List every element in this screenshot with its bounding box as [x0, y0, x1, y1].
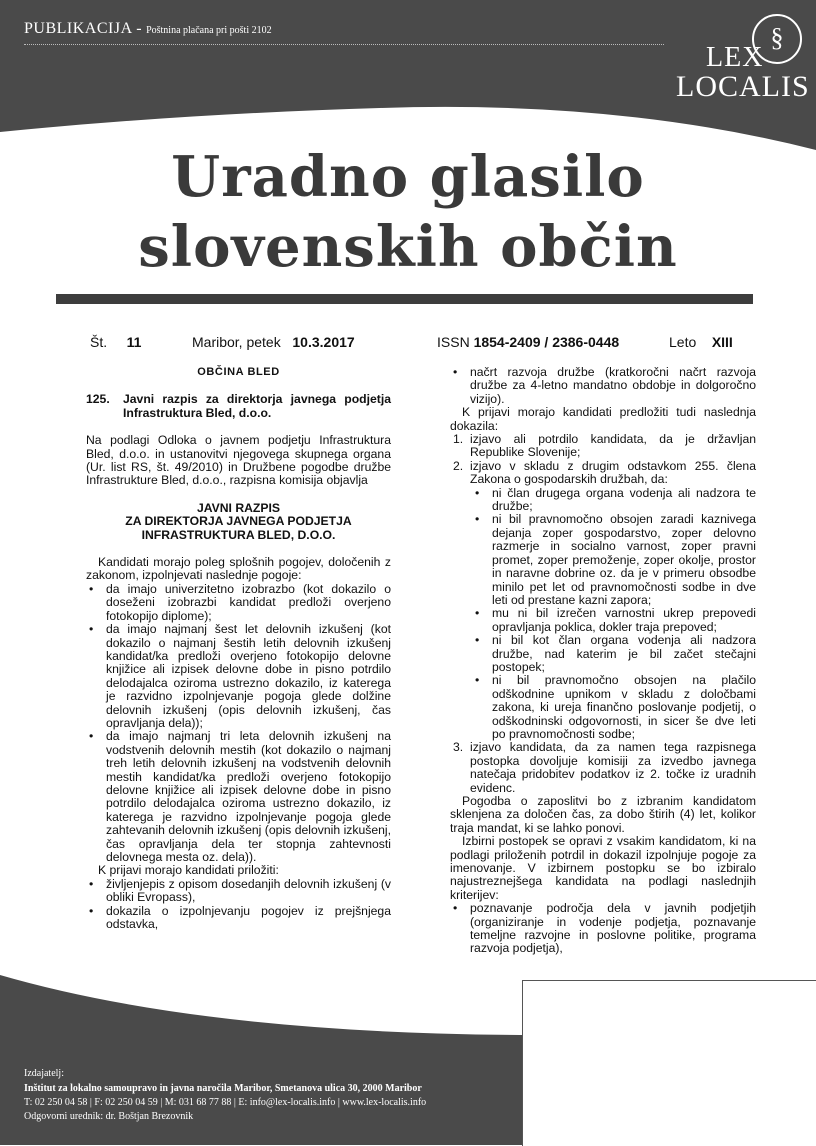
issue-number: Št. 11 [90, 334, 142, 350]
page-title [0, 142, 816, 282]
evidence-item: 1. izjavo ali potrdilo kandidata, da je državljan Republike Slovenije; [453, 432, 756, 460]
header-divider [24, 44, 664, 45]
publisher-label: Izdajatelj: [24, 1068, 64, 1079]
issn: ISSN 1854-2409 / 2386-0448 [437, 334, 620, 350]
condition-item: • da imajo najmanj šest let delovnih izkušenj (kot dokazilo o najmanj šestih letih delovnih izkušenj kandidat/ka predloži overjeno fotokopijo delovne knjižice ali izpisek delovne dobe in pisno potrdilo delodajalca oziroma ustrezno dokazilo, iz katerega je razvidno izpolnjevanje pogoja glede dolžine delovnih izkušenj (opis delovnih izkušenj, čas opravljanja dela)); [86, 623, 391, 730]
postnina-label: Poštnina plačana pri pošti 2102 [146, 25, 272, 36]
title-line-1: Uradno glasilo [171, 144, 645, 210]
condition-item: • da imajo univerzitetno izobrazbo (kot dokazilo o doseženi izobrazbi kandidat predloži overjeno fotokopijo diplome); [86, 583, 391, 623]
evidence-intro: K prijavi morajo kandidati predložiti tudi naslednja dokazila: [450, 405, 756, 433]
declaration-item: • ni bil kot član organa vodenja ali nadzora družbe, nad katerim je bil začet stečajni postopek; [450, 634, 756, 674]
declaration-item: • ni bil pravnomočno obsojen zaradi kaznivega dejanja zoper gospodarstvo, zoper delovno razmerje in socialno varnost, zoper pravni promet, zoper premoženje, zoper okolje, prostor in naravne dobrine oz. da je v primeru obsodbe minilo pet let od pravnomočnosti sodbe in dve leti od prestane kazni zapora; [450, 513, 756, 607]
publisher-name: Inštitut za lokalno samoupravo in javna naročila Maribor, Smetanova ulica 30, 2000 Maribor [24, 1083, 422, 1094]
evidence-item: 3. izjavo kandidata, da za namen tega razpisnega postopka dovoljuje komisiji za izvedbo javnega natečaja pridobitev podatkov iz 2. točke iz uradnih evidenc. [453, 740, 756, 795]
title-line-2: slovenskih občin [138, 214, 678, 280]
declaration-item: • ni član drugega organa vodenja ali nadzora te družbe; [450, 487, 756, 514]
article-number: 125. [86, 392, 110, 407]
attachments-intro: K prijavi morajo kandidati priložiti: [98, 863, 279, 878]
title-rule [56, 294, 753, 304]
contract-paragraph: Pogodba o zaposlitvi bo z izbranim kandidatom sklenjena za določen čas, za dobo štirih (4) let, kolikor traja mandat, ki se lahko ponovi. [450, 794, 756, 835]
paragraph-symbol-icon: § [752, 14, 802, 64]
criteria-item: • poznavanje področja dela v javnih podjetjih (organiziranje in vodenje podjetja, poznavanje temeljne razvojne in poslovne politike, programa razvoja podjetja), [450, 902, 756, 956]
intro-paragraph: Na podlagi Odloka o javnem podjetju Infrastruktura Bled, d.o.o. in ustanovitvi njegovega skupnega organa (Ur. list RS, št. 49/2010) in Družbene pogodbe družbe Infrastrukture Bled, d.o.o., razpisna komisija objavlja [86, 433, 391, 488]
logo-localis: LOCALIS [676, 70, 810, 103]
razpis-title-3: INFRASTRUKTURA BLED, D.O.O. [141, 527, 336, 542]
article-heading [86, 393, 391, 420]
razpis-title-2: ZA DIREKTORJA JAVNEGA PODJETJA [125, 514, 352, 529]
razpis-title-1: JAVNI RAZPIS [196, 500, 281, 515]
publisher-contacts: T: 02 250 04 58 | F: 02 250 04 59 | M: 031 68 77 88 | E: info@lex-localis.info | www.lex-localis.info [24, 1097, 427, 1108]
condition-item: • da imajo najmanj tri leta delovnih izkušenj na vodstvenih delovnih mestih (kot dokazilo o najmanj treh letih delovnih izkušenj na vodstvenih delovnih mestih kandidat/ka predloži overjeno fotokopijo delovne knjižice ali izpisek delovne dobe in pisno potrdilo delodajalca oziroma ustrezno dokazilo, iz katerega je razvidno izpolnjevanje pogoja glede zahtevanih delovnih izkušenj (opis delovnih izkušenj, čas opravljanja dela ter stopnja zahtevnosti delovnega mesta oz. dela)). [86, 730, 391, 864]
right-column [450, 366, 756, 956]
publication-note [24, 20, 272, 38]
logo-lex: LEX [706, 42, 764, 73]
selection-paragraph: Izbirni postopek se opravi z vsakim kandidatom, ki na podlagi priloženih potrdil in dokazil izpolnjuje pogoje za imenovanje. V izbirnem postopku se bo izbiralo najustreznejšega kandidata na podlagi naslednjih kriterijev: [450, 834, 756, 902]
issue-date: Maribor, petek 10.3.2017 [192, 334, 355, 350]
article-title: Javni razpis za direktorja javnega podjetja Infrastruktura Bled, d.o.o. [123, 392, 391, 420]
publikacija-label: PUBLIKACIJA - [24, 20, 143, 37]
municipality-heading: OBČINA BLED [197, 366, 280, 378]
volume-year: Leto XIII [669, 334, 733, 350]
blank-box [522, 980, 816, 1146]
editor-line: Odgovorni urednik: dr. Boštjan Brezovnik [24, 1111, 194, 1122]
declaration-item: • ni bil pravnomočno obsojen na plačilo odškodnine upnikom v skladu z določbami zakona, ki ureja finančno poslovanje podjetij, o odškodninski odgovornosti, in sicer še dve leti po pravnomočnosti sodbe; [450, 674, 756, 741]
conditions-intro: Kandidati morajo poleg splošnih pogojev, določenih z zakonom, izpolnjevati naslednje pogoje: [86, 555, 391, 583]
evidence-item: 2. izjavo v skladu z drugim odstavkom 255. člena Zakona o gospodarskih družbah, da: [453, 458, 756, 487]
attachment-item: • življenjepis z opisom dosedanjih delovnih izkušenj (v obliki Evropass), [86, 878, 391, 905]
left-column [86, 366, 391, 931]
declaration-item: • mu ni bil izrečen varnostni ukrep prepovedi opravljanja poklica, dokler traja prepoved; [450, 607, 756, 634]
attachment-item: • dokazila o izpolnjevanju pogojev iz prejšnjega odstavka, [86, 905, 391, 932]
attachment-item: • načrt razvoja družbe (kratkoročni načrt razvoja družbe za 4-letno mandatno obdobje in dolgoročno vizijo). [450, 366, 756, 406]
